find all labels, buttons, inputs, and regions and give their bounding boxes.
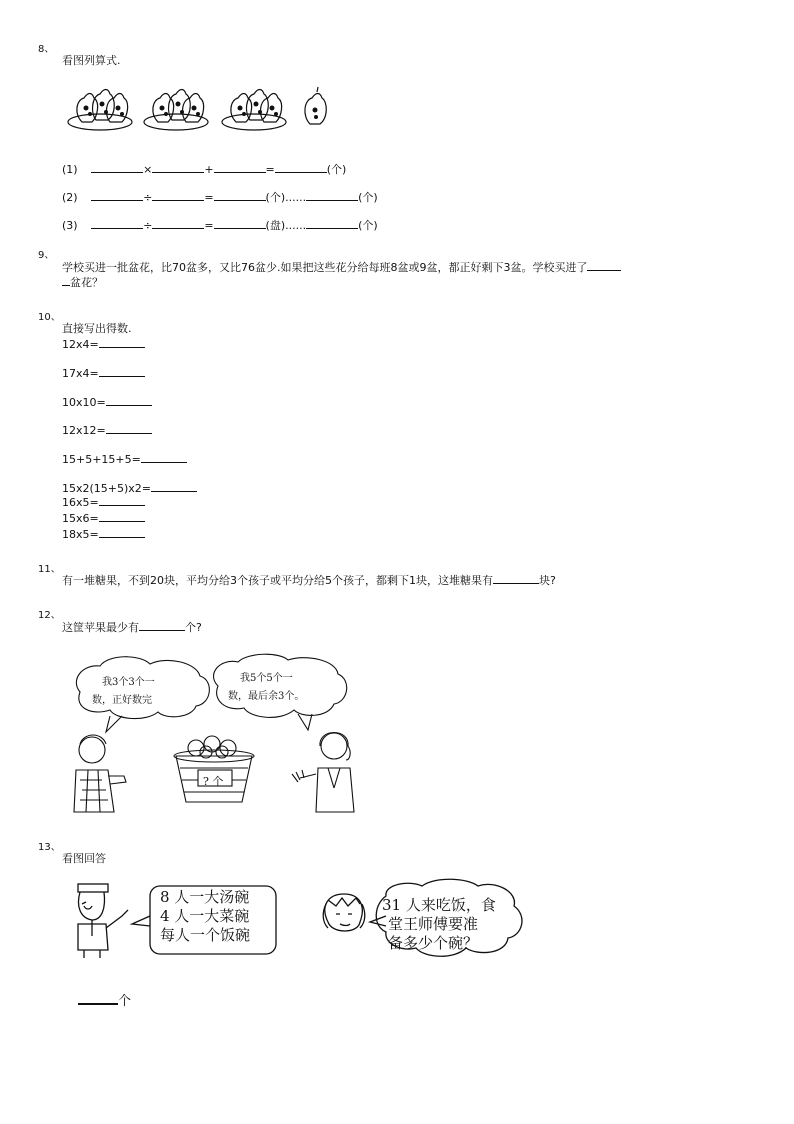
calc-expression: 15x6= — [62, 512, 99, 525]
bubble-line: 备多少个碗？ — [388, 934, 479, 952]
bubble-line: 8 人一大汤碗 — [160, 888, 250, 906]
question-13-answer — [78, 990, 131, 1009]
question-9-text-end: 盆花？ — [70, 276, 103, 289]
blank-field[interactable] — [99, 511, 145, 522]
speech-bubble-boy — [92, 674, 155, 710]
question-11-text-a: 有一堆糖果，不到20块，平均分给3个孩子或平均分给5个孩子，都剩下1块，这堆糖果有 — [62, 574, 493, 587]
blank-field[interactable] — [91, 190, 143, 201]
operator: × — [143, 163, 153, 176]
calc-expression: 15+5+15+5= — [62, 453, 141, 466]
operator: ÷ — [143, 219, 153, 232]
speech-bubble-chef — [160, 888, 250, 945]
question-11-text-b: 块? — [539, 574, 556, 587]
speech-bubble-girl-13 — [382, 896, 496, 953]
blank-field[interactable] — [91, 162, 143, 173]
question-13-title: 看图回答 — [62, 852, 106, 865]
calc-expression: 18x5= — [62, 528, 99, 541]
question-12-text — [62, 619, 202, 635]
bubble-line: 我5个5个一 — [240, 673, 293, 684]
question-11-text — [62, 572, 556, 588]
speech-bubble-girl — [228, 670, 304, 706]
question-number-13: 13、 — [38, 842, 61, 853]
operator: = — [204, 191, 214, 204]
question-number-11: 11、 — [38, 564, 61, 575]
unit: (个) — [358, 219, 378, 232]
blank-field[interactable] — [106, 395, 152, 406]
calc-expression: 15x2(15+5)x2= — [62, 482, 152, 495]
blank-field[interactable] — [493, 573, 539, 584]
answer-unit: 个 — [118, 994, 132, 1009]
blank-field[interactable] — [91, 218, 143, 229]
bubble-line: 数，正好数完 — [92, 695, 152, 706]
bubble-line: 4 人一大菜碗 — [160, 907, 250, 925]
question-10-title: 直接写出得数. — [62, 322, 132, 335]
question-9-line-2 — [62, 274, 103, 290]
calc-item — [62, 527, 145, 541]
calc-item — [62, 481, 197, 495]
basket-label: ? 个 — [203, 775, 224, 788]
q8-row-3 — [62, 217, 378, 233]
question-number-12: 12、 — [38, 610, 61, 621]
blank-field[interactable] — [78, 991, 118, 1005]
operator: + — [204, 163, 214, 176]
question-number-10: 10、 — [38, 312, 61, 323]
q8-row-2 — [62, 189, 378, 205]
calc-item — [62, 452, 187, 466]
question-number-8: 8、 — [38, 44, 55, 55]
blank-field[interactable] — [587, 260, 621, 271]
bubble-line: 堂王师傅要准 — [388, 915, 479, 933]
blank-field[interactable] — [151, 481, 197, 492]
bubble-line: 数，最后余3个。 — [228, 691, 305, 702]
pears-on-plates-illustration — [66, 84, 336, 136]
blank-field[interactable] — [106, 423, 152, 434]
question-12-text-b: 个? — [185, 621, 202, 634]
blank-field[interactable] — [214, 218, 266, 229]
q8-row-1-label: (1) — [62, 163, 78, 176]
calc-item — [62, 366, 145, 380]
operator: = — [204, 219, 214, 232]
question-8-title: 看图列算式. — [62, 54, 121, 67]
unit: (个) — [326, 163, 347, 176]
blank-field[interactable] — [99, 495, 145, 506]
blank-field[interactable] — [152, 162, 204, 173]
operator: = — [265, 163, 275, 176]
blank-field[interactable] — [306, 190, 358, 201]
question-12-text-a: 这筐苹果最少有 — [62, 621, 139, 634]
remainder-text: (盘)...... — [265, 219, 307, 232]
blank-field[interactable] — [214, 190, 266, 201]
blank-field[interactable] — [152, 218, 204, 229]
question-9-line-1 — [62, 259, 621, 275]
calc-item — [62, 395, 152, 409]
calc-expression: 12x12= — [62, 424, 106, 437]
calc-item — [62, 495, 145, 509]
blank-field[interactable] — [99, 527, 145, 538]
calc-expression: 17x4= — [62, 367, 99, 380]
question-number-9: 9、 — [38, 250, 55, 261]
q8-row-1 — [62, 161, 346, 177]
operator: ÷ — [143, 191, 153, 204]
unit: (个) — [358, 191, 378, 204]
blank-field[interactable] — [139, 620, 185, 631]
blank-field[interactable] — [152, 190, 204, 201]
calc-expression: 12x4= — [62, 338, 99, 351]
blank-field[interactable] — [275, 162, 327, 173]
blank-field[interactable] — [62, 275, 70, 286]
q8-row-2-label: (2) — [62, 191, 78, 204]
blank-field[interactable] — [141, 452, 187, 463]
blank-field[interactable] — [99, 366, 145, 377]
remainder-text: (个)...... — [265, 191, 307, 204]
calc-item — [62, 511, 145, 525]
bubble-line: 我3个3个一 — [102, 677, 155, 688]
question-9-text: 学校买进一批盆花，比70盆多，又比76盆少.如果把这些花分给每班8盆或9盆，都正好剩下3盆。学校买进了 — [62, 261, 588, 274]
bubble-line: 每人一个饭碗 — [160, 926, 251, 944]
calc-item — [62, 423, 152, 437]
bubble-line: 31 人来吃饭，食 — [382, 896, 496, 914]
blank-field[interactable] — [306, 218, 358, 229]
calc-expression: 10x10= — [62, 396, 106, 409]
calc-expression: 16x5= — [62, 496, 99, 509]
q8-row-3-label: (3) — [62, 219, 78, 232]
calc-item — [62, 337, 145, 351]
blank-field[interactable] — [99, 337, 145, 348]
blank-field[interactable] — [214, 162, 266, 173]
